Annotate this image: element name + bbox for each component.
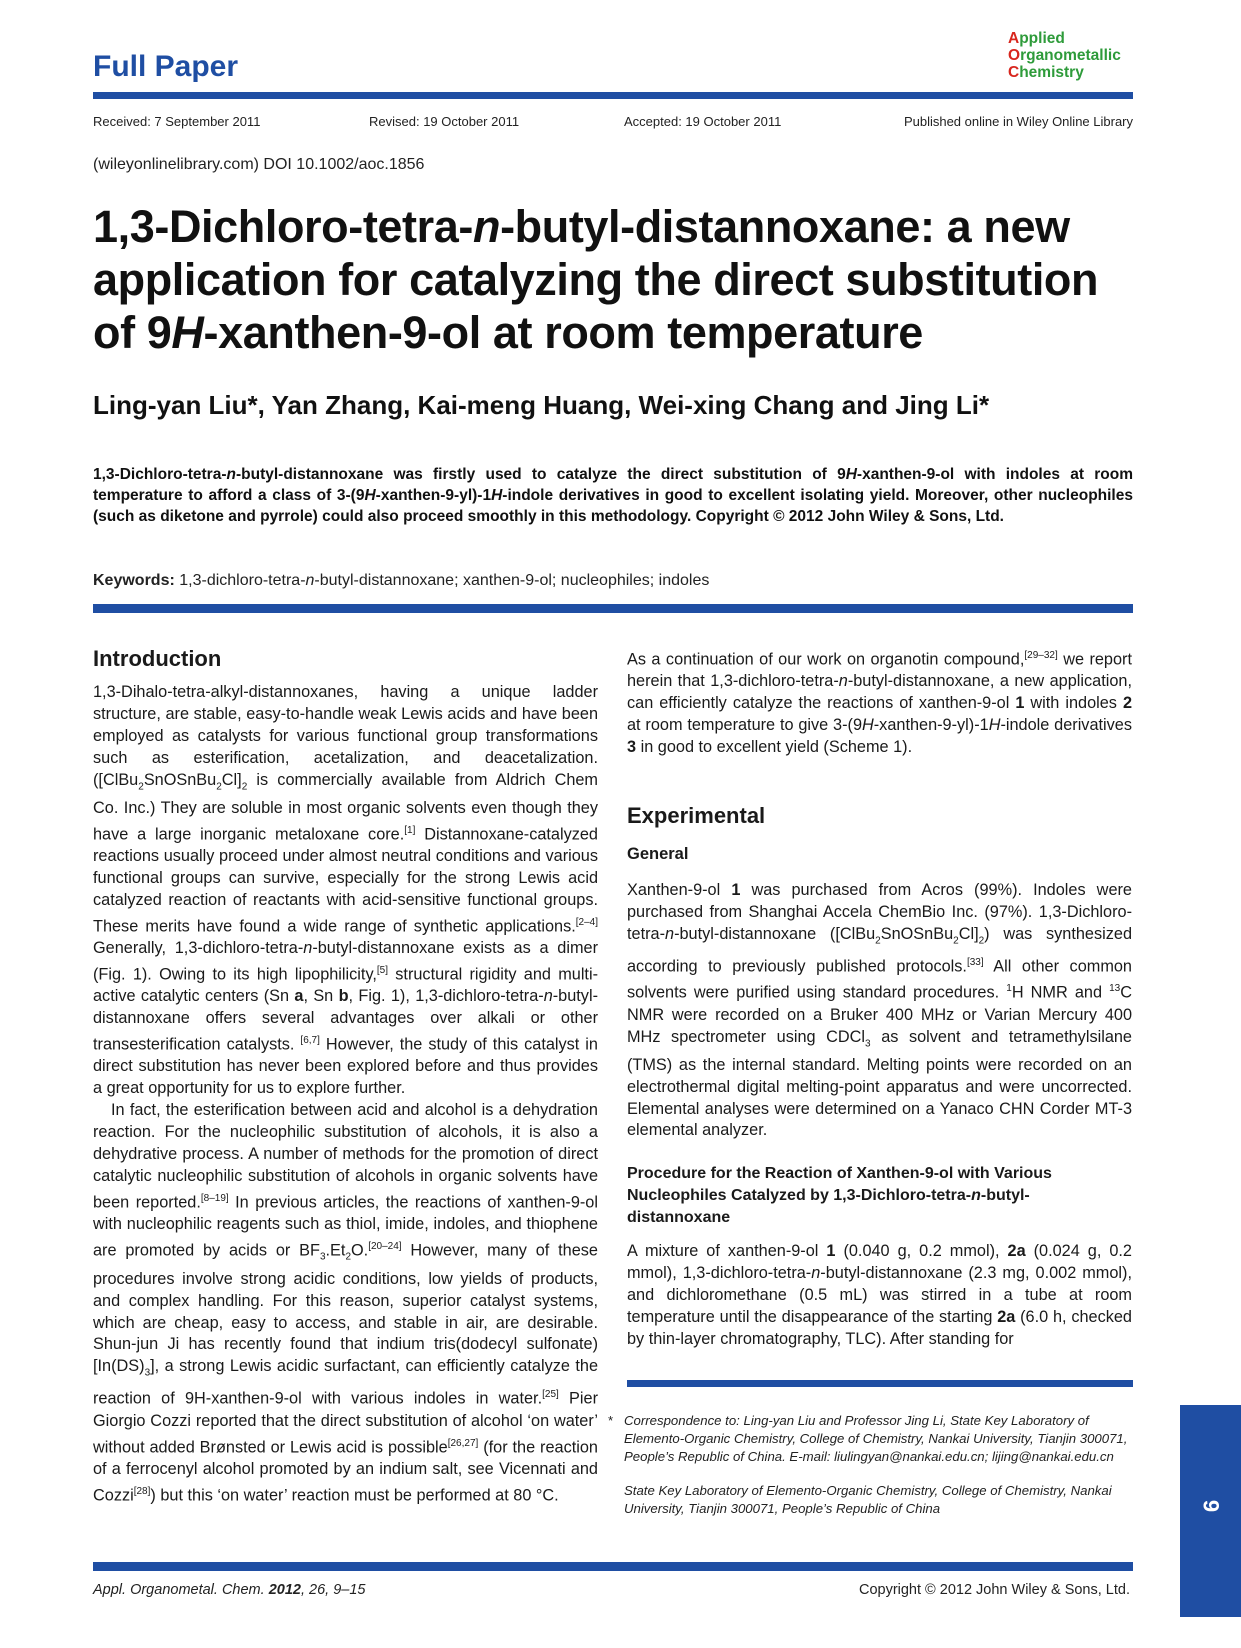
procedure-text: A mixture of xanthen-9-ol 1 (0.040 g, 0.2 mmol), 2a (0.024 g, 0.2 mmol), 1,3-dichloro-tetra-n-butyl-distannoxane (2.3 mg, 0.002 mmol), and dichloromethane (0.5 mL) was stirred in a tube at room temperature until the disappearance of the starting 2a (6.0 h, checked by thin-layer chromatography, TLC). After standing for	[627, 1242, 1132, 1348]
experimental-heading: Experimental	[627, 803, 766, 828]
footer-rule	[93, 1562, 1133, 1571]
journal-logo-line-2: Organometallic	[1008, 47, 1121, 64]
footnote	[608, 1412, 1129, 1534]
published-online: Published online in Wiley Online Library	[903, 114, 1133, 129]
journal-logo-line-1: Applied	[1008, 30, 1065, 47]
footer-copyright: Copyright © 2012 John Wiley & Sons, Ltd.	[858, 1582, 1130, 1598]
abstract: 1,3-Dichloro-tetra-n-butyl-distannoxane was firstly used to catalyze the direct substitution of 9H-xanthen-9-ol with indoles at room temperature to afford a class of 3-(9H-xanthen-9-yl)-1H-indole derivatives in good to excellent isolating yield. Moreover, other nucleophiles (such as diketone and pyrrole) could also proceed smoothly in this methodology. Copyright © 2012 John Wiley & Sons, Ltd.	[93, 466, 1133, 525]
journal-logo-rest-1: pplied	[1019, 30, 1065, 47]
title-line-1: 1,3-Dichloro-tetra-n-butyl-distannoxane: a new	[93, 201, 1070, 252]
procedure-heading: Procedure for the Reaction of Xanthen-9-ol with Various Nucleophiles Catalyzed by 1,3-Dichloro-tetra-n-butyl-distannoxane	[627, 1165, 1052, 1226]
accepted-date: Accepted: 19 October 2011	[624, 114, 782, 129]
affiliation-note: State Key Laboratory of Elemento-Organic Chemistry, College of Chemistry, Nankai University, Tianjin 300071, People’s Republic of China	[624, 1483, 1112, 1516]
general-heading: General	[627, 845, 689, 863]
received-date: Received: 7 September 2011	[93, 114, 261, 129]
revised-date: Revised: 19 October 2011	[369, 114, 520, 129]
footnote-rule	[627, 1380, 1133, 1387]
introduction-paragraph-3: As a continuation of our work on organotin compound,[29–32] we report herein that 1,3-dichloro-tetra-n-butyl-distannoxane, a new application, can efficiently catalyze the reactions of xanthen-9-ol 1 with indoles 2 at room temperature to give 3-(9H-xanthen-9-yl)-1H-indole derivatives 3 in good to excellent yield (Scheme 1).	[627, 650, 1132, 757]
footnote-star: *	[608, 1413, 614, 1428]
journal-logo	[1008, 30, 1121, 81]
doi: (wileyonlinelibrary.com) DOI 10.1002/aoc.1856	[93, 156, 425, 173]
page-number-tab	[1180, 1405, 1241, 1617]
journal-logo-rest-2: rganometallic	[1020, 47, 1121, 64]
journal-citation: Appl. Organometal. Chem. 2012, 26, 9–15	[93, 1582, 366, 1598]
article-title	[93, 200, 1153, 359]
journal-logo-line-3: Chemistry	[1008, 64, 1084, 81]
title-line-3: of 9H-xanthen-9-ol at room temperature	[93, 307, 923, 358]
header-rule	[93, 92, 1133, 99]
correspondence-note: Correspondence to: Ling-yan Liu and Professor Jing Li, State Key Laboratory of Elemento-Organic Chemistry, College of Chemistry, Nankai University, Tianjin 300071, People’s Republic of China. E-mail: liulingyan@nankai.edu.cn; lijing@nankai.edu.cn	[624, 1413, 1128, 1464]
introduction-paragraph-2: In fact, the esterification between acid and alcohol is a dehydration reaction. For the nucleophilic substitution of alcohols, it is also a dehydrative process. A number of methods for the promotion of direct catalytic nucleophilic substitution of alcohols in organic solvents have been reported.[8–19] In previous articles, the reactions of xanthen-9-ol with nucleophilic reagents such as thiol, imide, indoles, and thiophene are promoted by acids or $BF_3.Et_2O.[20-24]$ However, many of these procedures involve strong acidic conditions, low yields of products, and complex handling. For this reason, superior catalyst systems, which are cheap, easy to access, and stable in air, are desirable. Shun-jun Ji has recently found that indium tris(dodecyl sulfonate) $[In(DS)_3]$, a strong Lewis acidic surfactant, can efficiently catalyze the reaction of 9H-xanthen-9-ol with various indoles in water.[25] Pier Giorgio Cozzi reported that the direct substitution of alcohol ‘on water’ without added Brønsted or Lewis acid is possible[26,27] (for the reaction of a ferrocenyl alcohol promoted by an indium salt, see Vicennati and Cozzi[28]) but this ‘on water’ reaction must be performed at 80 °C.	[93, 1101, 598, 1505]
title-line-2: application for catalyzing the direct substitution	[93, 254, 1099, 305]
author-list: Ling-yan Liu*, Yan Zhang, Kai-meng Huang, Wei-xing Chang and Jing Li*	[93, 390, 990, 420]
introduction-left-column	[93, 682, 598, 1507]
introduction-right-column	[627, 645, 1132, 759]
introduction-paragraph-1: 1,3-Dihalo-tetra-alkyl-distannoxanes, having a unique ladder structure, are stable, easy-to-handle weak Lewis acids and have been employed as catalysts for various functional group transformations such as esterification, acetalization, and deacetalization. ($[ClBu_2SnOSnBu_2Cl]_2$ is commercially available from Aldrich Chem Co. Inc.) They are soluble in most organic solvents even though they have a large inorganic metaloxane core.[1] Distannoxane-catalyzed reactions usually proceed under almost neutral conditions and various functional groups can survive, especially for the strong Lewis acid catalyzed reaction of reactants with acid-sensitive functional groups. These merits have found a wide range of synthetic applications.[2–4] Generally, 1,3-dichloro-tetra-n-butyl-distannoxane exists as a dimer (Fig. 1). Owing to its high lipophilicity,[5] structural rigidity and multi-active catalytic centers (Sn a, Sn b, Fig. 1), 1,3-dichloro-tetra-n-butyl-distannoxane offers several advantages over alkali or other transesterification catalysts. [6,7] However, the study of this catalyst in direct substitution has never been explored before and thus provides a great opportunity for us to explore further.	[93, 683, 598, 1098]
keywords-label: Keywords:	[93, 572, 175, 589]
journal-logo-rest-3: hemistry	[1019, 64, 1084, 81]
keywords-list: 1,3-dichloro-tetra-n-butyl-distannoxane; xanthen-9-ol; nucleophiles; indoles	[174, 572, 710, 589]
abstract-rule	[93, 604, 1133, 613]
introduction-heading: Introduction	[93, 646, 222, 671]
page-number: 9	[1198, 1499, 1224, 1513]
general-text: Xanthen-9-ol 1 was purchased from Acros (99%). Indoles were purchased from Shanghai Accela ChemBio Inc. (97%). 1,3-Dichloro-tetra-n-butyl-distannoxane $([ClBu_2SnOSnBu_2Cl]_2)$ was synthesized according to previously published protocols.[33] All other common solvents were purified using standard procedures. $^1$H NMR and $^{13}$C NMR were recorded on a Bruker 400 MHz or Varian Mercury 400 MHz spectrometer using CDCl$_3$ as solvent and tetramethylsilane (TMS) as the internal standard. Melting points were recorded on an electrothermal digital melting-point apparatus and were uncorrected. Elemental analyses were determined on a Yanaco CHN Corder MT-3 elemental analyzer.	[627, 881, 1132, 1140]
keywords	[93, 572, 709, 590]
section-label: Full Paper	[93, 50, 239, 83]
